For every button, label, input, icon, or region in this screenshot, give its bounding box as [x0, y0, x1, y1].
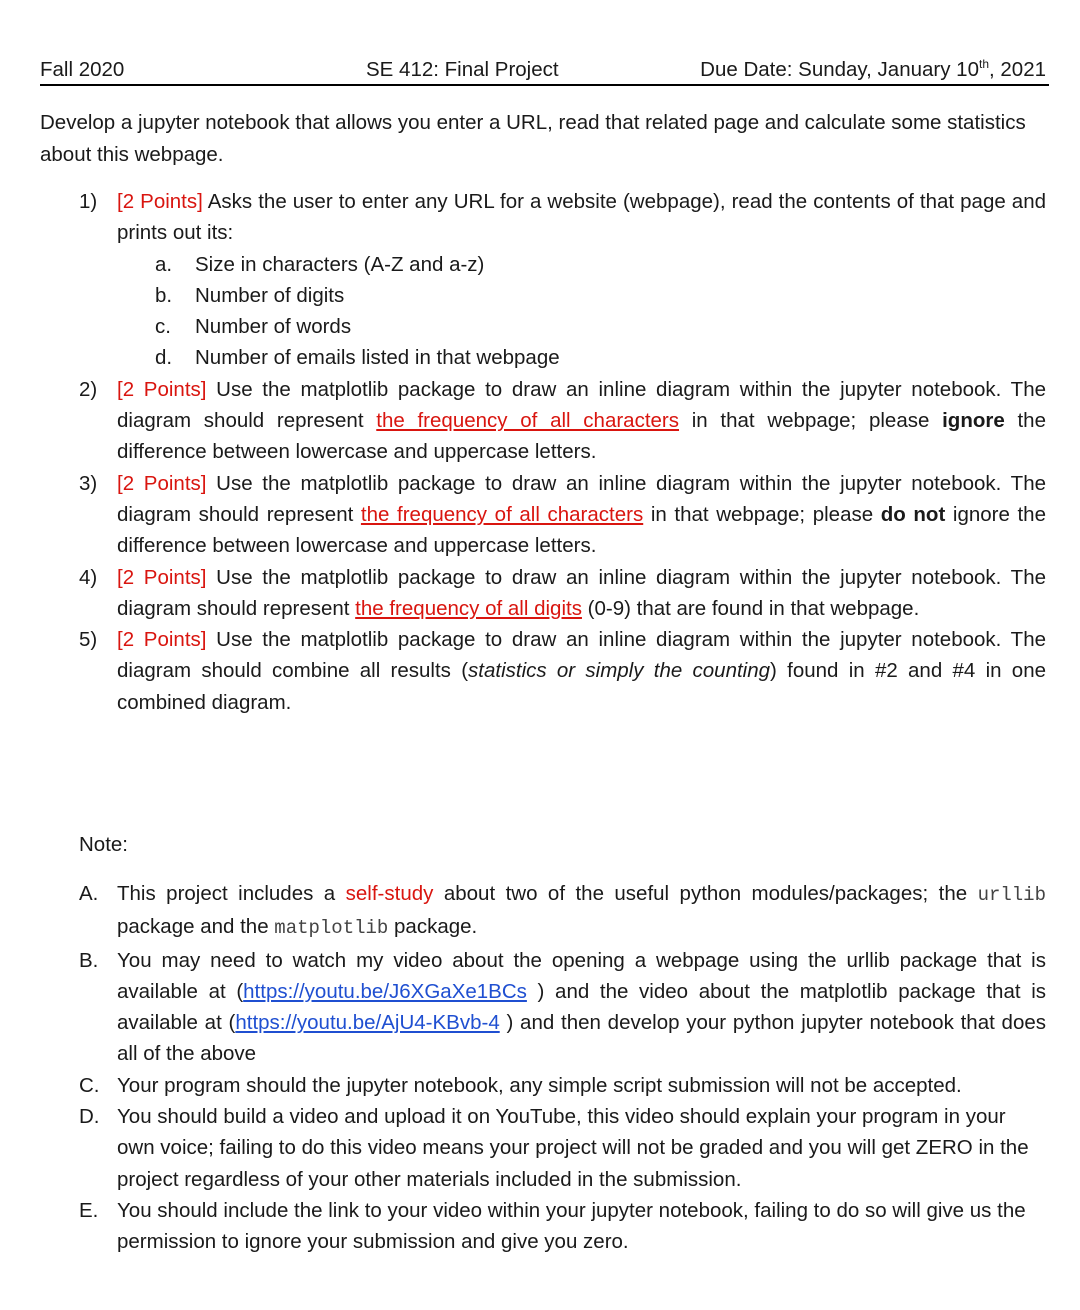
note-a — [79, 878, 1046, 945]
task-5 — [79, 624, 1046, 718]
note-d — [79, 1101, 1046, 1195]
note-letter: C. — [79, 1073, 100, 1097]
note-letter: B. — [79, 948, 99, 972]
code-urllib: urllib — [977, 884, 1046, 906]
code-matplotlib: matplotlib — [274, 917, 389, 940]
note-list — [79, 878, 1046, 1258]
due-date-prefix: Due Date: Sunday, January 10 — [700, 58, 979, 81]
note-label: Note: — [79, 833, 128, 856]
task-text: Use the matplotlib package to draw an inline diagram within the jupyter notebook. The diagram should combine all results ( — [117, 628, 1047, 683]
due-date-sup: th — [978, 57, 989, 72]
note-text: package and the — [117, 915, 275, 939]
note-letter: D. — [79, 1105, 100, 1129]
task-points: [2 Points] — [117, 190, 203, 213]
highlight-phrase: the frequency of all characters — [360, 502, 644, 526]
note-e — [79, 1195, 1046, 1258]
matplotlib-video-link[interactable]: https://youtu.be/AjU4-KBvb-4 — [235, 1011, 500, 1035]
emphasis: ignore — [942, 409, 1005, 433]
task-text: the difference between lowercase and uppercase letters. — [117, 409, 1046, 464]
semester-label: Fall 2020 — [40, 58, 125, 81]
due-date-suffix: , 2021 — [989, 58, 1046, 81]
emphasis: do not — [880, 502, 946, 526]
task-text: in that webpage; please — [643, 502, 881, 526]
task-points: [2 Points] — [117, 377, 207, 401]
task-number: 5) — [79, 628, 98, 652]
task-text: Use the matplotlib package to draw an inline diagram within the jupyter notebook. The diagram should represent — [117, 565, 1047, 620]
highlight-phrase: the frequency of all characters — [376, 409, 680, 433]
task-text: (0-9) that are found in that webpage. — [581, 596, 920, 620]
subitem-letter: d. — [155, 346, 173, 370]
task-3 — [79, 468, 1046, 562]
note-text: Your program should the jupyter notebook, any simple script submission will not be accepted. — [117, 1073, 962, 1097]
note-letter: A. — [79, 882, 99, 905]
subitem-c — [79, 311, 1046, 342]
note-letter: E. — [79, 1198, 99, 1222]
task-points: [2 Points] — [117, 628, 207, 652]
note-text: You should build a video and upload it on YouTube, this video should explain your program in your own voice; failing to do this video means your project will not be graded and you will get ZERO in the project regardless of your other materials included in the submission. — [117, 1105, 1029, 1191]
task-text: in that webpage; please — [679, 409, 943, 433]
page-header — [40, 56, 1049, 86]
note-text: ) and then develop your python jupyter notebook that does all of the above — [117, 1011, 1046, 1066]
italic-phrase: statistics or simply the counting — [468, 659, 771, 683]
note-text: You may need to watch my video about the opening a webpage using the urllib package that is available at ( — [117, 948, 1046, 1003]
task-points: [2 Points] — [117, 565, 207, 589]
note-text: This project includes a — [117, 882, 346, 905]
task-number: 2) — [79, 377, 98, 401]
task-text: ignore the difference between lowercase and uppercase letters. — [117, 502, 1046, 558]
task-number: 4) — [79, 565, 98, 589]
course-title: SE 412: Final Project — [366, 58, 559, 81]
task-2 — [79, 374, 1046, 468]
note-text: about two of the useful python modules/packages; the — [433, 882, 978, 905]
subitem-d — [79, 342, 1046, 373]
subitem-b — [79, 280, 1046, 311]
task-points: [2 Points] — [117, 471, 207, 495]
task-1 — [79, 186, 1046, 249]
task-text: ) found in #2 and #4 in one combined diagram. — [117, 659, 1046, 714]
subitem-letter: c. — [155, 315, 171, 339]
task-text: Asks the user to enter any URL for a website (webpage), read the contents of that page and prints out its: — [117, 190, 1047, 245]
highlight-phrase: the frequency of all digits — [355, 596, 582, 620]
subitem-letter: b. — [155, 283, 173, 307]
task-list — [79, 186, 1046, 718]
subitem-text: Number of digits — [195, 283, 345, 307]
subitem-text: Number of words — [195, 315, 352, 339]
task-number: 3) — [79, 471, 98, 495]
task-text: Use the matplotlib package to draw an inline diagram within the jupyter notebook. The diagram should represent — [117, 377, 1047, 433]
task-4 — [79, 562, 1046, 625]
note-b — [79, 945, 1046, 1070]
note-text: You should include the link to your video within your jupyter notebook, failing to do so will give us the permission to ignore your submission and give you zero. — [117, 1198, 1026, 1254]
task-text: Use the matplotlib package to draw an inline diagram within the jupyter notebook. The diagram should represent — [117, 471, 1047, 526]
note-c — [79, 1070, 1046, 1101]
self-study-highlight: self-study — [345, 882, 434, 905]
note-text: package. — [388, 915, 478, 939]
subitem-letter: a. — [155, 252, 173, 276]
subitem-a — [79, 249, 1046, 280]
task-number: 1) — [79, 190, 98, 213]
note-text: ) and the video about the matplotlib package that is available at ( — [117, 979, 1047, 1035]
due-date — [700, 58, 1046, 82]
subitem-text: Size in characters (A-Z and a-z) — [195, 252, 485, 276]
intro-paragraph: Develop a jupyter notebook that allows you enter a URL, read that related page and calculate some statistics about this webpage. — [40, 111, 1026, 166]
subitem-text: Number of emails listed in that webpage — [195, 346, 560, 370]
urllib-video-link[interactable]: https://youtu.be/J6XGaXe1BCs — [243, 979, 527, 1003]
